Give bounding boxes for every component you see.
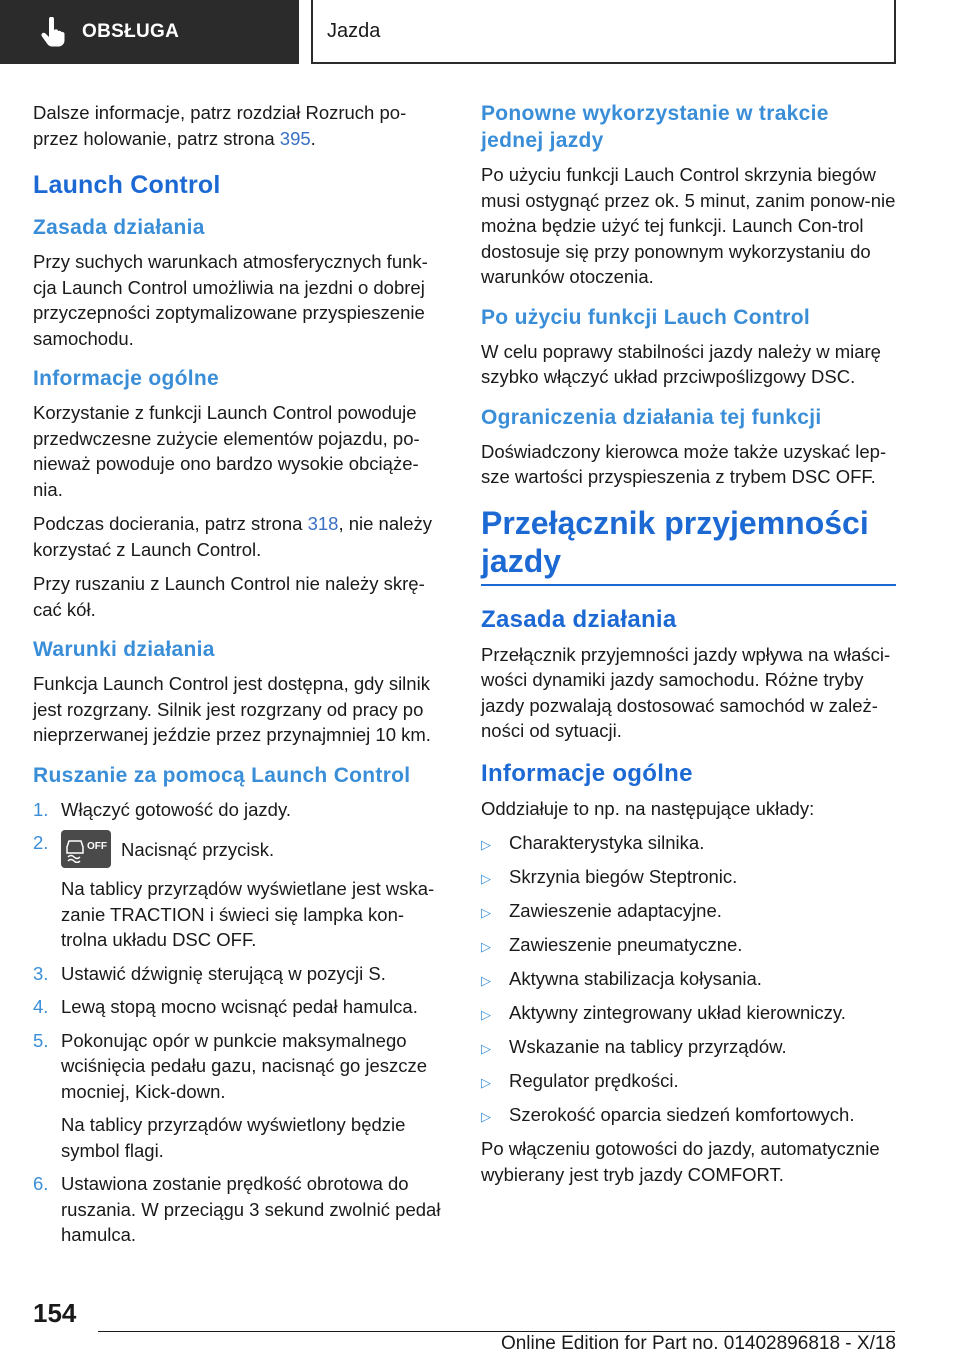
systems-list xyxy=(481,830,896,1130)
zasada-2-paragraph: Przełącznik przyjemności jazdy wpływa na właści‐wości dynamiki jazdy samochodu. Różne tryby jazdy pozwalają dostosować samochód w zależ‐ności od sytuacji. xyxy=(481,643,891,741)
page-header xyxy=(0,0,960,66)
list-item: ▷ Aktywna stabilizacja kołysania. xyxy=(481,966,896,994)
heading-info: Informacje ogólne xyxy=(33,367,219,390)
triangle-bullet-icon: ▷ xyxy=(481,1109,491,1124)
page-link-395[interactable]: 395 xyxy=(279,127,311,149)
footer-divider xyxy=(98,1331,895,1332)
info-paragraph-2: Podczas docierania, patrz strona 318, nie należy korzystać z Launch Control. xyxy=(33,513,433,560)
heading-ruszanie: Ruszanie za pomocą Launch Control xyxy=(33,763,411,787)
step-item: 5. Pokonując opór w punkcie maksymalnego wciśnięcia pedału gazu, nacisnąć go jeszcze mocniej, Kick-down. Na tablicy przyrządów wyświetlony będzie symbol flagi. xyxy=(33,1029,428,1161)
svg-text:OFF: OFF xyxy=(87,841,107,852)
list-item: ▷ Zawieszenie adaptacyjne. xyxy=(481,898,896,926)
step-item: 4. Lewą stopą mocno wcisnąć pedał hamulca. xyxy=(33,996,418,1017)
list-item: ▷ Wskazanie na tablicy przyrządów. xyxy=(481,1034,896,1062)
right-column xyxy=(481,100,896,1196)
info-paragraph-1: Korzystanie z funkcji Launch Control powoduje przedwczesne zużycie elementów pojazdu, po‐nieważ powoduje ono bardzo wysokie obciąże‐nia. xyxy=(33,402,420,500)
heading-po-uzyciu: Po użyciu funkcji Lauch Control xyxy=(481,305,810,329)
list-item: ▷ Regulator prędkości. xyxy=(481,1068,896,1096)
triangle-bullet-icon: ▷ xyxy=(481,905,491,920)
list-item: ▷ Skrzynia biegów Steptronic. xyxy=(481,864,896,892)
closing-paragraph: Po włączeniu gotowości do jazdy, automatycznie wybierany jest tryb jazdy COMFORT. xyxy=(481,1138,880,1185)
page-link-318[interactable]: 318 xyxy=(307,513,339,534)
heading-ponowne: Ponowne wykorzystanie w trakcie jednej jazdy xyxy=(481,102,829,152)
list-item: ▷ Szerokość oparcia siedzeń komfortowych. xyxy=(481,1102,896,1130)
dsc-off-button-icon xyxy=(61,830,111,868)
section-label: OBSŁUGA xyxy=(82,21,180,42)
intro-paragraph: Dalsze informacje, patrz rozdział Rozruch po‐przez holowanie, patrz strona 395. xyxy=(33,102,407,149)
triangle-bullet-icon: ▷ xyxy=(481,1007,491,1022)
triangle-bullet-icon: ▷ xyxy=(481,939,491,954)
po-uzyciu-paragraph: W celu poprawy stabilności jazdy należy w miarę szybko włączyć układ przciwpoślizgowy DSC. xyxy=(481,340,881,387)
list-item: ▷ Aktywny zintegrowany układ kierowniczy. xyxy=(481,1000,896,1028)
zasada-paragraph: Przy suchych warunkach atmosferycznych funk‐cja Launch Control umożliwia na jezdni o dobrej przyczepności zoptymalizowane przyspieszenie samochodu. xyxy=(33,251,428,349)
page-number: 154 xyxy=(33,1298,77,1328)
chapter-title: Przełącznik przyjemności jazdy xyxy=(481,504,869,579)
triangle-bullet-icon: ▷ xyxy=(481,871,491,886)
steps-list xyxy=(33,797,448,1248)
triangle-bullet-icon: ▷ xyxy=(481,837,491,852)
title-divider xyxy=(481,584,896,586)
hand-pointer-icon xyxy=(40,17,68,47)
chapter-tab xyxy=(311,0,896,64)
list-item: ▷ Zawieszenie pneumatyczne. xyxy=(481,932,896,960)
info-paragraph-3: Przy ruszaniu z Launch Control nie należy skrę‐cać kół. xyxy=(33,573,425,620)
left-column xyxy=(33,100,448,1256)
triangle-bullet-icon: ▷ xyxy=(481,1041,491,1056)
ponowne-paragraph: Po użyciu funkcji Lauch Control skrzynia biegów musi ostygnąć przez ok. 5 minut, zanim ponow‐nie można będzie użyć tej funkcji. Launch Con‐trol dostosuje się przy ponownym wykorzystaniu do warunków otoczenia. xyxy=(481,164,896,287)
heading-warunki: Warunki działania xyxy=(33,638,215,661)
step-item: 3. Ustawić dźwignię sterującą w pozycji S. xyxy=(33,962,386,984)
heading-zasada: Zasada działania xyxy=(33,216,205,239)
ograniczenia-paragraph: Doświadczony kierowca może także uzyskać lep‐sze wartości przyspieszenia z trybem DSC OFF. xyxy=(481,440,887,487)
step-item: 1. Włączyć gotowość do jazdy. xyxy=(33,798,291,820)
heading-ograniczenia: Ograniczenia działania tej funkcji xyxy=(481,405,822,429)
triangle-bullet-icon: ▷ xyxy=(481,1075,491,1090)
warunki-paragraph: Funkcja Launch Control jest dostępna, gdy silnik jest rozgrzany. Silnik jest rozgrzany od pracy po nieprzerwanej jeździe przez przynajmniej 10 km. xyxy=(33,673,431,745)
section-title-launch-control: Launch Control xyxy=(33,171,221,199)
step-item: 2. OFF Nacisnąć przycisk. Na tablicy przyrządów wyświetlane jest wska‐zanie TRACTION i świeci się lampka kon‐trolna układu DSC OFF. xyxy=(33,832,435,950)
list-item: ▷ Charakterystyka silnika. xyxy=(481,830,896,858)
heading-info-2: Informacje ogólne xyxy=(481,759,693,787)
step-item: 6. Ustawiona zostanie prędkość obrotowa do ruszania. W przeciągu 3 sekund zwolnić pedał hamulca. xyxy=(33,1173,441,1245)
edition-note: Online Edition for Part no. 01402896818 - X/18 xyxy=(500,1333,896,1354)
triangle-bullet-icon: ▷ xyxy=(481,973,491,988)
chapter-label: Jazda xyxy=(327,19,381,42)
info-2-paragraph: Oddziałuje to np. na następujące układy: xyxy=(481,797,815,819)
heading-zasada-2: Zasada działania xyxy=(481,605,677,633)
section-tab xyxy=(0,0,299,64)
